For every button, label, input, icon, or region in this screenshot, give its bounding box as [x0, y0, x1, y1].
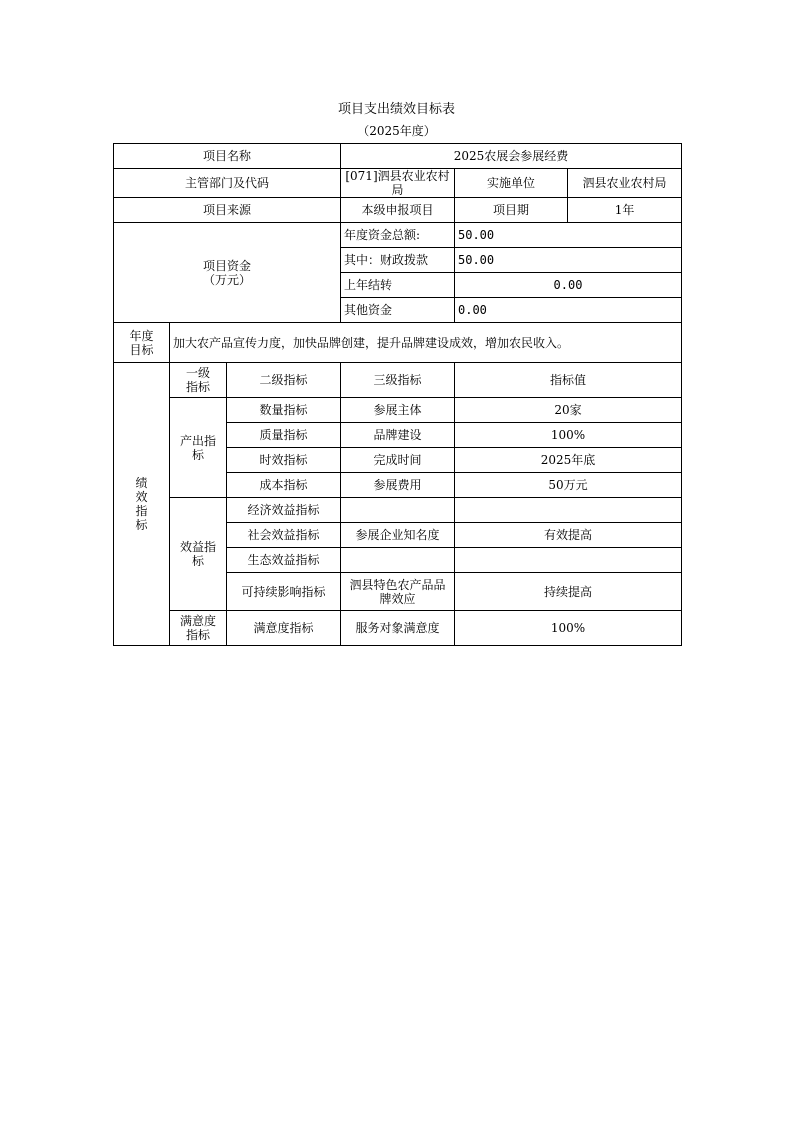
quality-value: 100% [455, 423, 682, 448]
row-satisfaction [114, 611, 682, 646]
ecological-level3 [341, 548, 455, 573]
timeliness-level3: 完成时间 [341, 448, 455, 473]
row-project-name [114, 144, 682, 169]
output-indicator-line1: 产出指 [179, 433, 216, 448]
social-value: 有效提高 [455, 523, 682, 548]
timeliness-level2: 时效指标 [227, 448, 341, 473]
implementing-unit-label: 实施单位 [455, 169, 568, 198]
satisfaction-level2: 满意度指标 [227, 611, 341, 646]
satisfaction-indicator-line2: 指标 [185, 628, 210, 642]
page-title: 项目支出绩效目标表 [337, 102, 455, 117]
ecological-value [455, 548, 682, 573]
indicator-section-char-4: 标 [135, 518, 148, 532]
annual-goal-text: 加大农产品宣传力度，加快品牌创建，提升品牌建设成效，增加农民收入。 [170, 323, 682, 363]
header-level1 [170, 363, 227, 398]
benefit-indicator-line1: 效益指 [179, 540, 216, 554]
annual-goal-label-line2: 目标 [129, 342, 154, 357]
indicator-section-char-3: 指 [135, 504, 148, 518]
funds-label-line2: （万元） [202, 272, 251, 287]
timeliness-value: 2025年底 [455, 448, 682, 473]
header-level2: 二级指标 [227, 363, 341, 398]
project-period-value: 1年 [568, 198, 682, 223]
quality-level3: 品牌建设 [341, 423, 455, 448]
quality-level2: 质量指标 [227, 423, 341, 448]
benefit-indicator-label [170, 498, 227, 611]
satisfaction-indicator-line1: 满意度 [179, 614, 216, 628]
annual-total-value: 50.00 [455, 223, 682, 248]
annual-goal-label [114, 323, 170, 363]
row-department [114, 169, 682, 198]
output-indicator-line2: 标 [191, 447, 204, 462]
other-funds-value: 0.00 [455, 298, 682, 323]
project-name-value: 2025农展会参展经费 [341, 144, 682, 169]
social-level2: 社会效益指标 [227, 523, 341, 548]
row-quantity [114, 398, 682, 423]
header-level1-line1: 一级 [185, 366, 210, 380]
carryover-value: 0.00 [455, 273, 682, 298]
project-period-label: 项目期 [455, 198, 568, 223]
annual-goal-label-line1: 年度 [129, 328, 154, 343]
row-economic [114, 498, 682, 523]
other-funds-label: 其他资金 [341, 298, 455, 323]
header-level1-line2: 指标 [185, 380, 210, 394]
annual-total-label: 年度资金总额: [341, 223, 455, 248]
header-value: 指标值 [455, 363, 682, 398]
quantity-level3: 参展主体 [341, 398, 455, 423]
cost-value: 50万元 [455, 473, 682, 498]
page-subtitle-year: （2025年度） [357, 124, 436, 138]
funds-label-line1: 项目资金 [202, 258, 251, 273]
economic-level2: 经济效益指标 [227, 498, 341, 523]
sustainable-value: 持续提高 [455, 573, 682, 611]
project-source-value: 本级申报项目 [341, 198, 455, 223]
economic-value [455, 498, 682, 523]
economic-level3 [341, 498, 455, 523]
benefit-indicator-line2: 标 [191, 554, 204, 568]
fiscal-allocation-label: 其中：财政拨款 [341, 248, 455, 273]
ecological-level2: 生态效益指标 [227, 548, 341, 573]
carryover-label: 上年结转 [341, 273, 455, 298]
project-source-label: 项目来源 [114, 198, 341, 223]
indicator-section-char-2: 效 [135, 490, 148, 504]
satisfaction-value: 100% [455, 611, 682, 646]
performance-target-table [113, 143, 682, 646]
satisfaction-level3: 服务对象满意度 [341, 611, 455, 646]
header-level3: 三级指标 [341, 363, 455, 398]
social-level3: 参展企业知名度 [341, 523, 455, 548]
sustainable-level3-line2: 牌效应 [379, 591, 416, 606]
row-funds-total [114, 223, 682, 248]
satisfaction-indicator-label [170, 611, 227, 646]
sustainable-level3 [341, 573, 455, 611]
project-name-label: 项目名称 [114, 144, 341, 169]
indicator-section-label [114, 363, 170, 646]
sustainable-level3-line1: 泗县特色农产品品 [349, 577, 446, 592]
row-indicator-header [114, 363, 682, 398]
cost-level2: 成本指标 [227, 473, 341, 498]
quantity-value: 20家 [455, 398, 682, 423]
implementing-unit-value: 泗县农业农村局 [568, 169, 682, 198]
fiscal-allocation-value: 50.00 [455, 248, 682, 273]
output-indicator-label [170, 398, 227, 498]
quantity-level2: 数量指标 [227, 398, 341, 423]
indicator-section-char-1: 绩 [135, 476, 148, 490]
row-project-source [114, 198, 682, 223]
department-label: 主管部门及代码 [114, 169, 341, 198]
row-annual-goal [114, 323, 682, 363]
cost-level3: 参展费用 [341, 473, 455, 498]
sustainable-level2: 可持续影响指标 [227, 573, 341, 611]
department-value: [071]泗县农业农村局 [341, 169, 455, 198]
funds-label [114, 223, 341, 323]
